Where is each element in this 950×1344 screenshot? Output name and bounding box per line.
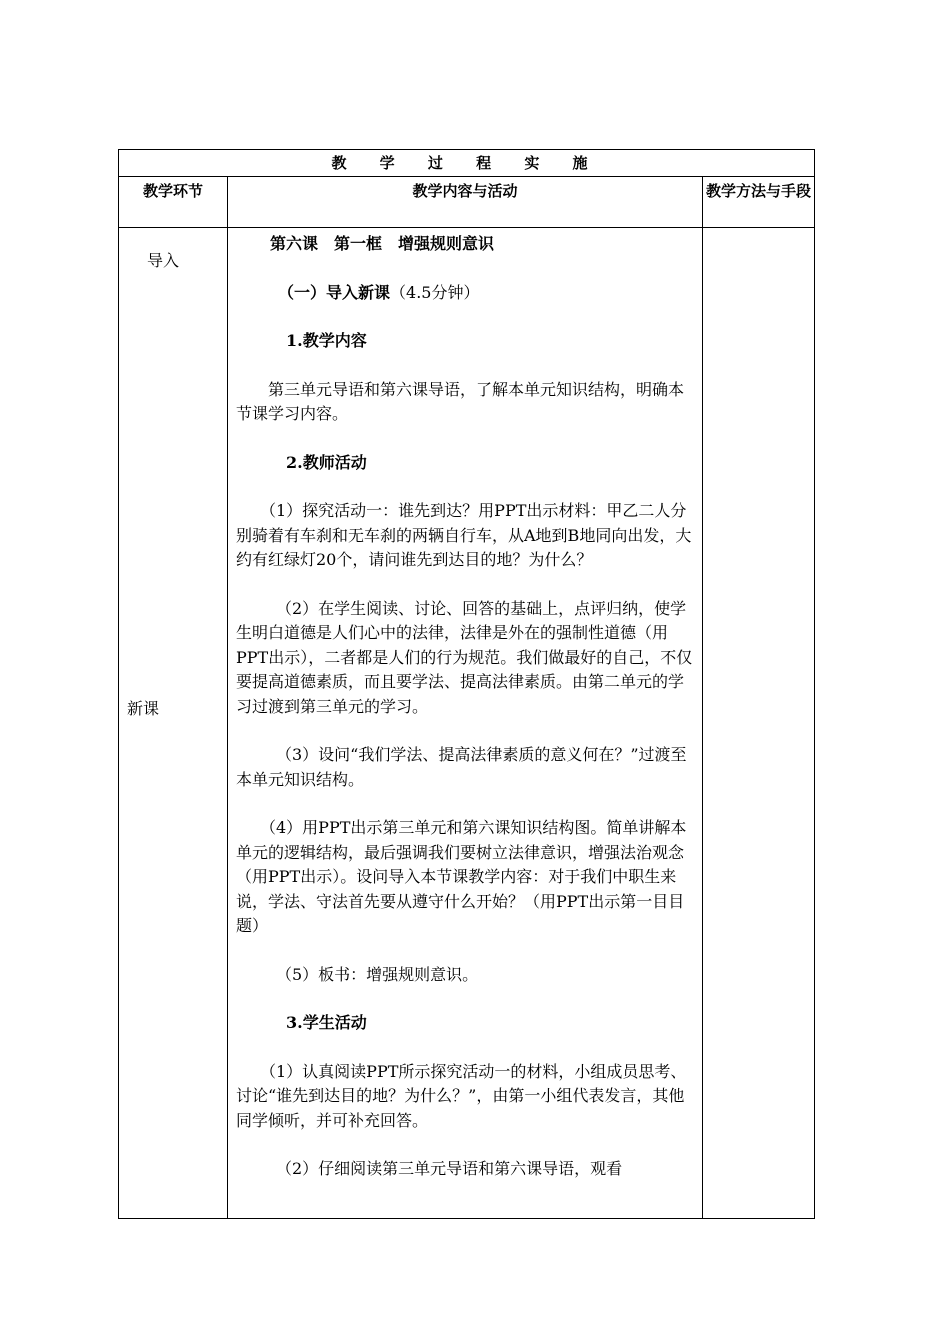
stage-cell [119, 228, 228, 1219]
teaching-process-table [118, 149, 815, 1219]
section-title [236, 281, 694, 306]
item1-text: 第三单元导语和第六课导语，了解本单元知识结构，明确本节课学习内容。 [236, 379, 685, 423]
student-activity-2: （2）仔细阅读第三单元导语和第六课导语，观看 [236, 1159, 623, 1178]
stage-new-lesson: 新课 [127, 699, 160, 718]
student-activity-1: （1）认真阅读PPT所示探究活动一的材料，小组成员思考、讨论“谁先到达目的地？为什么？”，由第一小组代表发言，其他同学倾听，并可补充回答。 [236, 1061, 687, 1130]
section-title-bold: （一）导入新课 [278, 282, 391, 302]
stage-intro: 导入 [147, 251, 180, 270]
section-time: （4.5分钟） [390, 282, 480, 302]
method-cell [703, 228, 815, 1219]
teacher-activity-1: （1）探究活动一：谁先到达？用PPT出示材料：甲乙二人分别骑着有车刹和无车刹的两辆自行车，从A地到B地同向出发，大约有红绿灯20个，请问谁先到达目的地？为什么？ [236, 501, 692, 569]
header-method: 教学方法与手段 [703, 177, 815, 228]
item3-title: 3.学生活动 [286, 1013, 367, 1032]
teacher-activity-5: （5）板书：增强规则意识。 [236, 964, 479, 984]
lesson-title: 第六课 第一框 增强规则意识 [270, 234, 495, 253]
item2-title: 2.教师活动 [286, 452, 367, 472]
content-cell [228, 228, 703, 1219]
item1-title: 1.教学内容 [286, 331, 367, 350]
table-title: 教 学 过 程 实 施 [119, 150, 815, 177]
teacher-activity-3: （3）设问“我们学法、提高法律素质的意义何在？”过渡至本单元知识结构。 [236, 745, 687, 789]
teacher-activity-2: （2）在学生阅读、讨论、回答的基础上，点评归纳，使学生明白道德是人们心中的法律，法律是外在的强制性道德（用PPT出示），二者都是人们的行为规范。我们做最好的自己，不仅要提高道德素质，而且要学法、提高法律素质。由第二单元的学习过渡到第三单元的学习。 [236, 598, 693, 716]
header-stage: 教学环节 [119, 177, 228, 228]
teacher-activity-4: （4）用PPT出示第三单元和第六课知识结构图。简单讲解本单元的逻辑结构，最后强调我们要树立法律意识，增强法治观念（用PPT出示）。设问导入本节课教学内容：对于我们中职生来说，学法、守法首先要从遵守什么开始？（用PPT出示第一目目题） [236, 818, 687, 935]
header-content: 教学内容与活动 [228, 177, 703, 228]
